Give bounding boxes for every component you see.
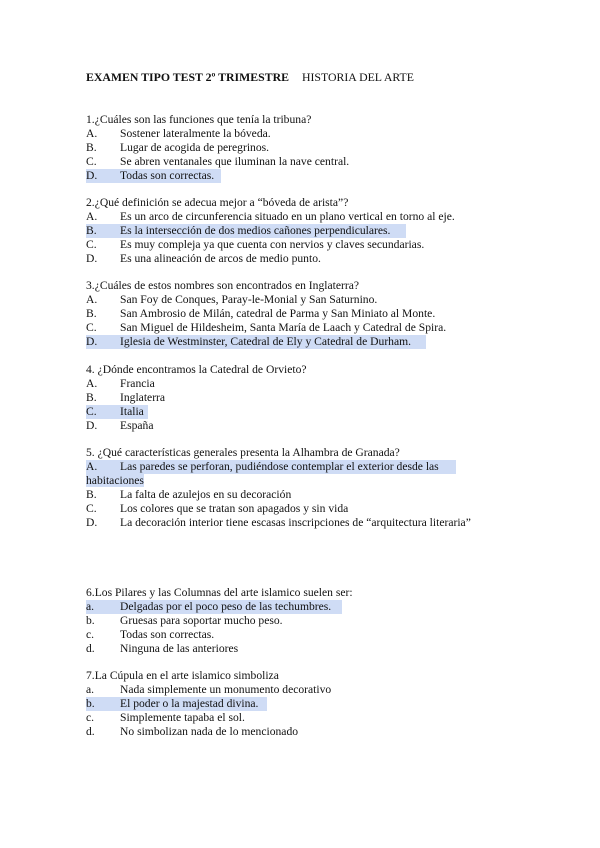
option-c[interactable]: C. Los colores que se tratan son apagados y sin vida bbox=[86, 502, 349, 515]
question-text: 1.¿Cuáles son las funciones que tenía la tribuna? bbox=[86, 113, 312, 126]
option-a[interactable]: A. Sostener lateralmente la bóveda. bbox=[86, 127, 271, 140]
question-text: 3.¿Cuáles de estos nombres son encontrados en Inglaterra? bbox=[86, 279, 360, 292]
option-d-selected[interactable]: D. Todas son correctas. bbox=[86, 169, 486, 183]
option-b[interactable]: B. Inglaterra bbox=[86, 391, 166, 404]
option-a[interactable]: a. Nada simplemente un monumento decorativo bbox=[86, 683, 332, 696]
option-c[interactable]: c. Simplemente tapaba el sol. bbox=[86, 711, 245, 724]
question-text: 7.La Cúpula en el arte islamico simboliza bbox=[86, 669, 279, 682]
question-6 bbox=[86, 586, 486, 656]
option-d[interactable]: d. No simbolizan nada de lo mencionado bbox=[86, 725, 299, 738]
option-c[interactable]: C. Es muy compleja ya que cuenta con nervios y claves secundarias. bbox=[86, 238, 425, 251]
option-a[interactable]: A. Francia bbox=[86, 377, 155, 390]
option-b[interactable]: B. La falta de azulejos en su decoración bbox=[86, 488, 292, 501]
option-d[interactable]: d. Ninguna de las anteriores bbox=[86, 642, 239, 655]
question-text: 6.Los Pilares y las Columnas del arte islamico suelen ser: bbox=[86, 586, 353, 599]
option-b[interactable]: B. Lugar de acogida de peregrinos. bbox=[86, 141, 270, 154]
option-b-selected[interactable]: B. Es la intersección de dos medios cañones perpendiculares. bbox=[86, 224, 486, 238]
question-4 bbox=[86, 363, 486, 433]
question-text: 4. ¿Dónde encontramos la Catedral de Orvieto? bbox=[86, 363, 307, 376]
option-d[interactable]: D. Es una alineación de arcos de medio punto. bbox=[86, 252, 321, 265]
option-a[interactable]: A. San Foy de Conques, Paray-le-Monial y San Saturnino. bbox=[86, 293, 378, 306]
option-d[interactable]: D. La decoración interior tiene escasas inscripciones de “arquitectura literaria” bbox=[86, 516, 471, 529]
option-d-selected[interactable]: D. Iglesia de Westminster, Catedral de Ely y Catedral de Durham. bbox=[86, 335, 486, 349]
option-b-selected[interactable]: b. El poder o la majestad divina. bbox=[86, 697, 486, 711]
option-c[interactable]: C. San Miguel de Hildesheim, Santa María de Laach y Catedral de Spira. bbox=[86, 321, 447, 334]
option-b[interactable]: b. Gruesas para soportar mucho peso. bbox=[86, 614, 283, 627]
option-a[interactable]: A. Es un arco de circunferencia situado en un plano vertical en torno al eje. bbox=[86, 210, 455, 223]
question-5 bbox=[86, 446, 486, 530]
question-3 bbox=[86, 279, 486, 349]
question-7 bbox=[86, 669, 486, 739]
option-a-selected[interactable]: A. Las paredes se perforan, pudiéndose contemplar el exterior desde las habitaciones bbox=[86, 460, 486, 488]
option-a-selected[interactable]: a. Delgadas por el poco peso de las techumbres. bbox=[86, 600, 486, 614]
page-title bbox=[86, 70, 414, 85]
option-c-selected[interactable]: C. Italia bbox=[86, 405, 486, 419]
question-1 bbox=[86, 113, 486, 183]
option-c[interactable]: C. Se abren ventanales que iluminan la nave central. bbox=[86, 155, 350, 168]
title-subject: HISTORIA DEL ARTE bbox=[301, 70, 414, 84]
question-text: 2.¿Qué definición se adecua mejor a “bóveda de arista”? bbox=[86, 196, 349, 209]
question-2 bbox=[86, 196, 486, 266]
option-d[interactable]: D. España bbox=[86, 419, 154, 432]
question-text: 5. ¿Qué características generales presenta la Alhambra de Granada? bbox=[86, 446, 400, 459]
title-bold: EXAMEN TIPO TEST 2º TRIMESTRE bbox=[86, 70, 289, 84]
option-c[interactable]: c. Todas son correctas. bbox=[86, 628, 215, 641]
option-b[interactable]: B. San Ambrosio de Milán, catedral de Parma y San Miniato al Monte. bbox=[86, 307, 436, 320]
